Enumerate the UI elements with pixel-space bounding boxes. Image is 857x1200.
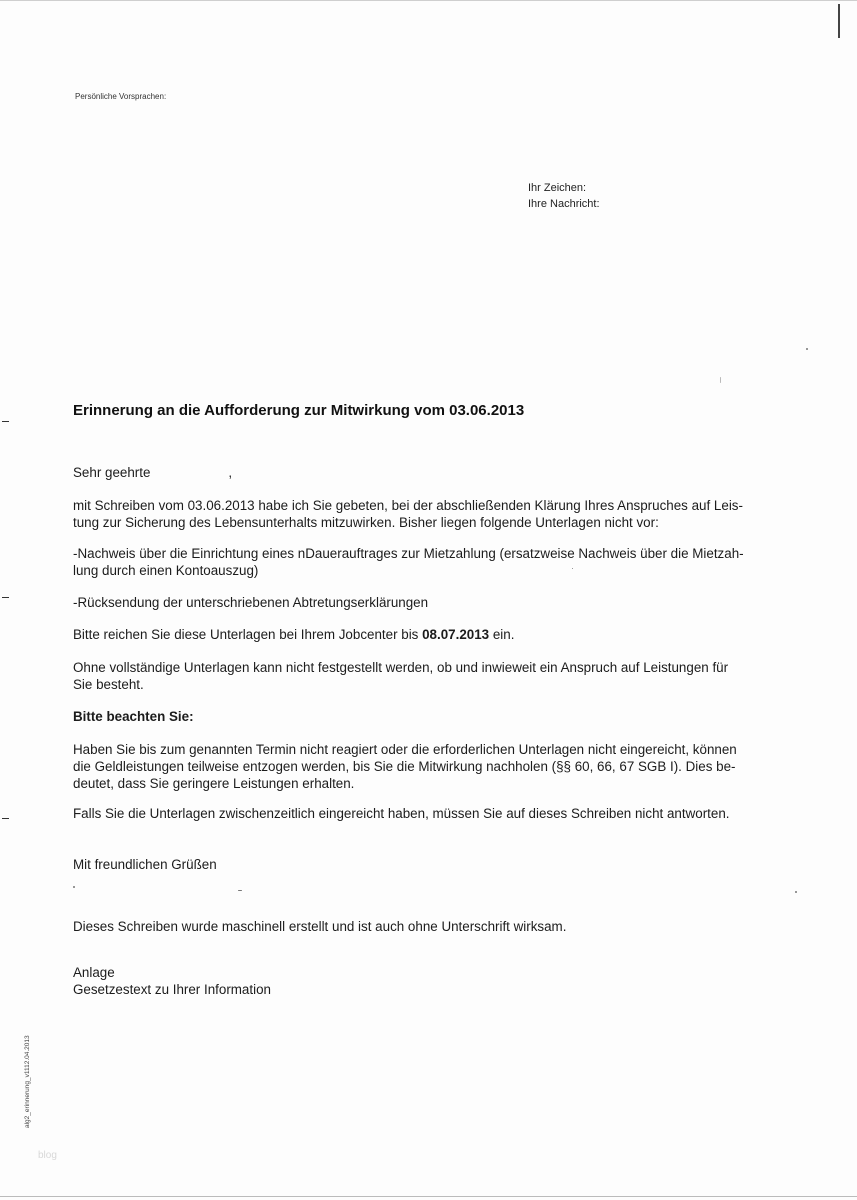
notice-heading: Bitte beachten Sie:	[73, 709, 194, 724]
fold-mark	[2, 421, 9, 422]
intro-paragraph	[73, 497, 778, 531]
form-code: alg2_erinnerung_v1112.04.2013	[24, 1035, 31, 1128]
salutation-block	[73, 464, 778, 481]
missing-item-line: -Nachweis über die Einrichtung eines nDauerauftrages zur Mietzahlung (ersatzweise Nachweis über die Mietzah-	[73, 546, 744, 561]
deadline-paragraph	[73, 626, 778, 643]
watermark: blog	[38, 1150, 57, 1161]
incomplete-paragraph	[73, 659, 778, 693]
closing: Mit freundlichen Grüßen	[73, 857, 217, 872]
attachment-block	[73, 964, 778, 998]
missing-item-line: -Rücksendung der unterschriebenen Abtretungserklärungen	[73, 595, 429, 610]
deadline-date: 08.07.2013	[422, 627, 490, 642]
scan-speck	[572, 568, 573, 569]
your-reference-label: Ihr Zeichen:	[528, 182, 587, 194]
deadline-text: Bitte reichen Sie diese Unterlagen bei Ihrem Jobcenter bis	[73, 627, 423, 642]
scan-speck	[238, 890, 242, 891]
letter-subject: Erinnerung an die Aufforderung zur Mitwirkung vom 03.06.2013	[73, 402, 525, 419]
notice-line: deutet, dass Sie geringere Leistungen erhalten.	[73, 776, 355, 791]
fold-mark	[2, 818, 9, 819]
machine-note: Dieses Schreiben wurde maschinell erstellt und ist auch ohne Unterschrift wirksam.	[73, 919, 567, 934]
notice-line: die Geldleistungen teilweise entzogen werden, bis Sie die Mitwirkung nachholen (§§ 60, 66, 67 SGB I). Dies be-	[73, 759, 736, 774]
salutation: Sehr geehrte	[73, 465, 151, 480]
salutation-comma: ,	[228, 465, 233, 480]
scan-top-edge	[0, 0, 857, 1]
scan-bottom-edge	[0, 1196, 857, 1197]
already-submitted-paragraph: Falls Sie die Unterlagen zwischenzeitlich eingereicht haben, müssen Sie auf dieses Schreiben nicht antworten.	[73, 806, 730, 821]
personal-visits-label: Persönliche Vorsprachen:	[75, 92, 167, 101]
deadline-text-end: ein.	[489, 627, 515, 642]
notice-paragraph	[73, 741, 778, 792]
missing-item-1	[73, 545, 778, 579]
missing-item-2	[73, 594, 778, 611]
scan-speck	[720, 377, 721, 383]
scan-speck	[806, 348, 808, 350]
attachment-item: Gesetzestext zu Ihrer Information	[73, 982, 271, 997]
punch-mark	[2, 597, 9, 598]
incomplete-line: Sie besteht.	[73, 677, 144, 692]
scan-speck	[795, 891, 797, 893]
missing-item-line: lung durch einen Kontoauszug)	[73, 563, 259, 578]
incomplete-line: Ohne vollständige Unterlagen kann nicht festgestellt werden, ob und inwieweit ein Anspruch auf Leistungen für	[73, 660, 729, 675]
attachment-label: Anlage	[73, 965, 115, 980]
notice-line: Haben Sie bis zum genannten Termin nicht reagiert oder die erforderlichen Unterlagen nicht eingereicht, können	[73, 742, 737, 757]
intro-line: mit Schreiben vom 03.06.2013 habe ich Sie gebeten, bei der abschließenden Klärung Ihres Anspruches auf Leis-	[73, 498, 743, 513]
intro-line: tung zur Sicherung des Lebensunterhalts mitzuwirken. Bisher liegen folgende Unterlagen nicht vor:	[73, 515, 659, 530]
scan-edge-mark	[838, 4, 840, 38]
your-message-label: Ihre Nachricht:	[528, 198, 600, 210]
scan-speck	[73, 886, 75, 888]
